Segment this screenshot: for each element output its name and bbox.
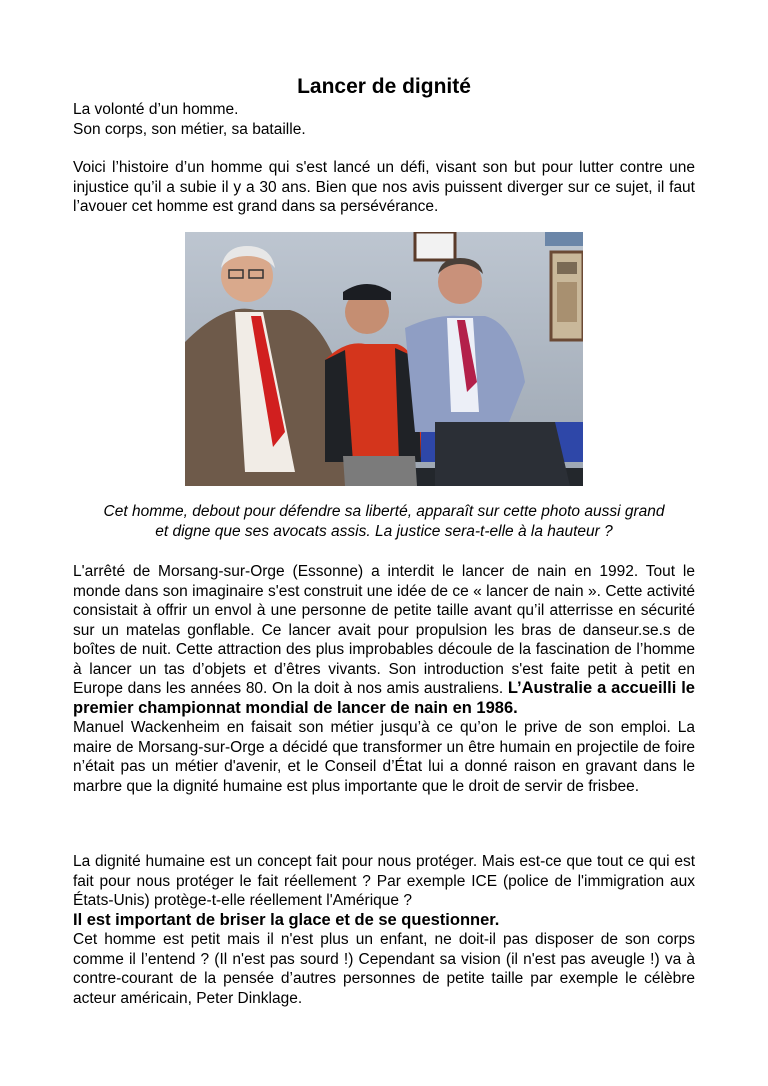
- intro-line: Son corps, son métier, sa bataille.: [73, 121, 306, 138]
- paragraph-3-continuation: Cet homme est petit mais il n'est plus un enfant, ne doit-il pas disposer de son corps comme il l’entend ? (Il n'est pas sourd !) Cependant sa vision (il n'est pas aveugle !) va à contre-courant de la pensée d’autres personnes de petite taille par exemple le célèbre acteur américain, Peter Dinklage.: [73, 931, 695, 1007]
- paragraph-2-body: [73, 562, 695, 718]
- paragraph-2-text: L'arrêté de Morsang-sur-Orge (Essonne) a interdit le lancer de nain en 1992. Tout le monde dans son imaginaire s'est construit une idée de ce « lancer de nain ». Cette activité consistait à offrir un envol à une personne de petite taille avant qu’il atterrisse en sécurité sur un matelas gonflable. Ce lancer avait pour propulsion les bras de danseur.se.s de boîtes de nuit. Cette attraction des plus improbables découle de la fascination de l’homme à lancer un tas d’objets et d’êtres vivants. Son introduction s'est faite petit à petit en Europe dans les années 80. On la doit à nos amis australiens.: [73, 563, 695, 697]
- intro: [73, 100, 695, 140]
- photo-illustration: [185, 232, 583, 486]
- caption-line: Cet homme, debout pour défendre sa liberté, apparaît sur cette photo aussi grand: [103, 503, 665, 520]
- paragraph-3-highlight: Il est important de briser la glace et de se questionner.: [73, 910, 500, 929]
- intro-line: La volonté d’un homme.: [73, 101, 239, 118]
- caption-line: et digne que ses avocats assis. La justice sera-t-elle à la hauteur ?: [155, 523, 613, 540]
- paragraph-2: [73, 562, 695, 796]
- page-title: Lancer de dignité: [297, 75, 471, 98]
- paragraph-1: Voici l’histoire d’un homme qui s'est lancé un défi, visant son but pour lutter contre une injustice qu’il a subie il y a 30 ans. Bien que nos avis puissent diverger sur ce sujet, il faut l’avouer cet homme est grand dans sa persévérance.: [73, 159, 695, 215]
- news-photo: [185, 232, 583, 486]
- paragraph-2-continuation: Manuel Wackenheim en faisait son métier jusqu’à ce qu’on le prive de son emploi. La maire de Morsang-sur-Orge a décidé que transformer un être humain en projectile de foire n’était pas un métier d'avenir, et le Conseil d’État lui a donné raison en gravant dans le marbre que la dignité humaine est plus importante que le droit de servir de frisbee.: [73, 719, 695, 795]
- photo-caption: [73, 502, 695, 542]
- paragraph-3: [73, 852, 695, 1008]
- paragraph-2-highlight: L’Australie a accueilli le premier championnat mondial de lancer de nain en 1986.: [73, 679, 695, 717]
- paragraph-3-text: La dignité humaine est un concept fait pour nous protéger. Mais est-ce que tout ce qui est fait pour nous protéger le fait réellement ? Par exemple ICE (police de l'immigration aux États-Unis) protège-t-elle réellement l'Amérique ?: [73, 853, 695, 909]
